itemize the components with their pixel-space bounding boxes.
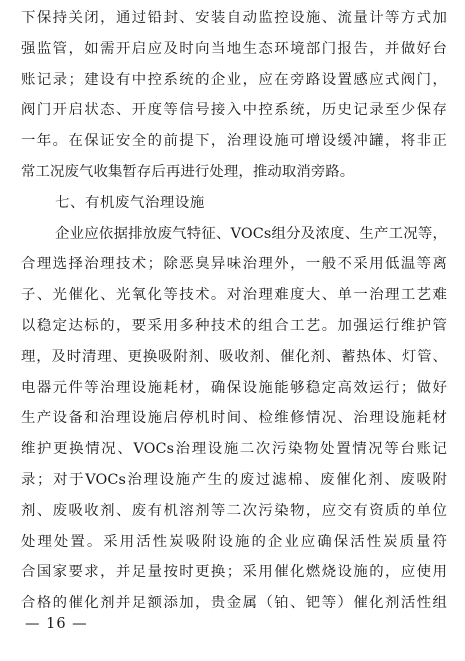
paragraph-line: 下保持关闭，通过铅封、安装自动监控设施、流量计等方式加 [21, 10, 447, 26]
paragraph-line: 录；对于VOCs治理设施产生的废过滤棉、废催化剂、废吸附 [21, 471, 447, 488]
paragraph-line: 维护更换情况、VOCs治理设施二次污染物处置情况等台账记 [21, 441, 447, 458]
paragraph-line: 生产设备和治理设施启停机时间、检维修情况、治理设施耗材 [21, 410, 447, 427]
paragraph-line: 理，及时清理、更换吸附剂、吸收剂、催化剂、蓄热体、灯管、 [21, 348, 447, 365]
paragraph-line: 账记录；建设有中控系统的企业，应在旁路设置感应式阀门， [21, 71, 447, 88]
paragraph-line: 电器元件等治理设施耗材，确保设施能够稳定高效运行；做好 [21, 379, 447, 396]
page-number: — 16 — [25, 616, 88, 632]
document-body [21, 3, 447, 619]
paragraph-line: 处理处置。采用活性炭吸附设施的企业应确保活性炭质量符 [21, 533, 447, 550]
section-heading: 七、有机废气治理设施 [55, 194, 205, 211]
paragraph-line: 阀门开启状态、开度等信号接入中控系统，历史记录至少保存 [21, 102, 447, 119]
paragraph-line: 强监管，如需开启应及时向当地生态环境部门报告，并做好台 [21, 40, 447, 57]
paragraph-line: 子、光催化、光氧化等技术。对治理难度大、单一治理工艺难 [21, 287, 447, 304]
paragraph-line: 以稳定达标的，要采用多种技术的组合工艺。加强运行维护管 [21, 317, 447, 334]
paragraph-line: 合格的催化剂并足额添加，贵金属（铂、钯等）催化剂活性组 [21, 595, 447, 612]
paragraph-line: 一年。在保证安全的前提下，治理设施可增设缓冲罐，将非正 [21, 133, 447, 150]
paragraph-line: 企业应依据排放废气特征、VOCs组分及浓度、生产工况等， [55, 225, 447, 242]
paragraph-line: 剂、废吸收剂、废有机溶剂等二次污染物，应交有资质的单位 [21, 502, 447, 519]
paragraph-line: 合理选择治理技术；除恶臭异味治理外，一般不采用低温等离 [21, 256, 447, 273]
paragraph-line: 常工况废气收集暂存后再进行处理，推动取消旁路。 [21, 163, 355, 180]
paragraph-line: 合国家要求，并足量按时更换；采用催化燃烧设施的，应使用 [21, 564, 447, 581]
